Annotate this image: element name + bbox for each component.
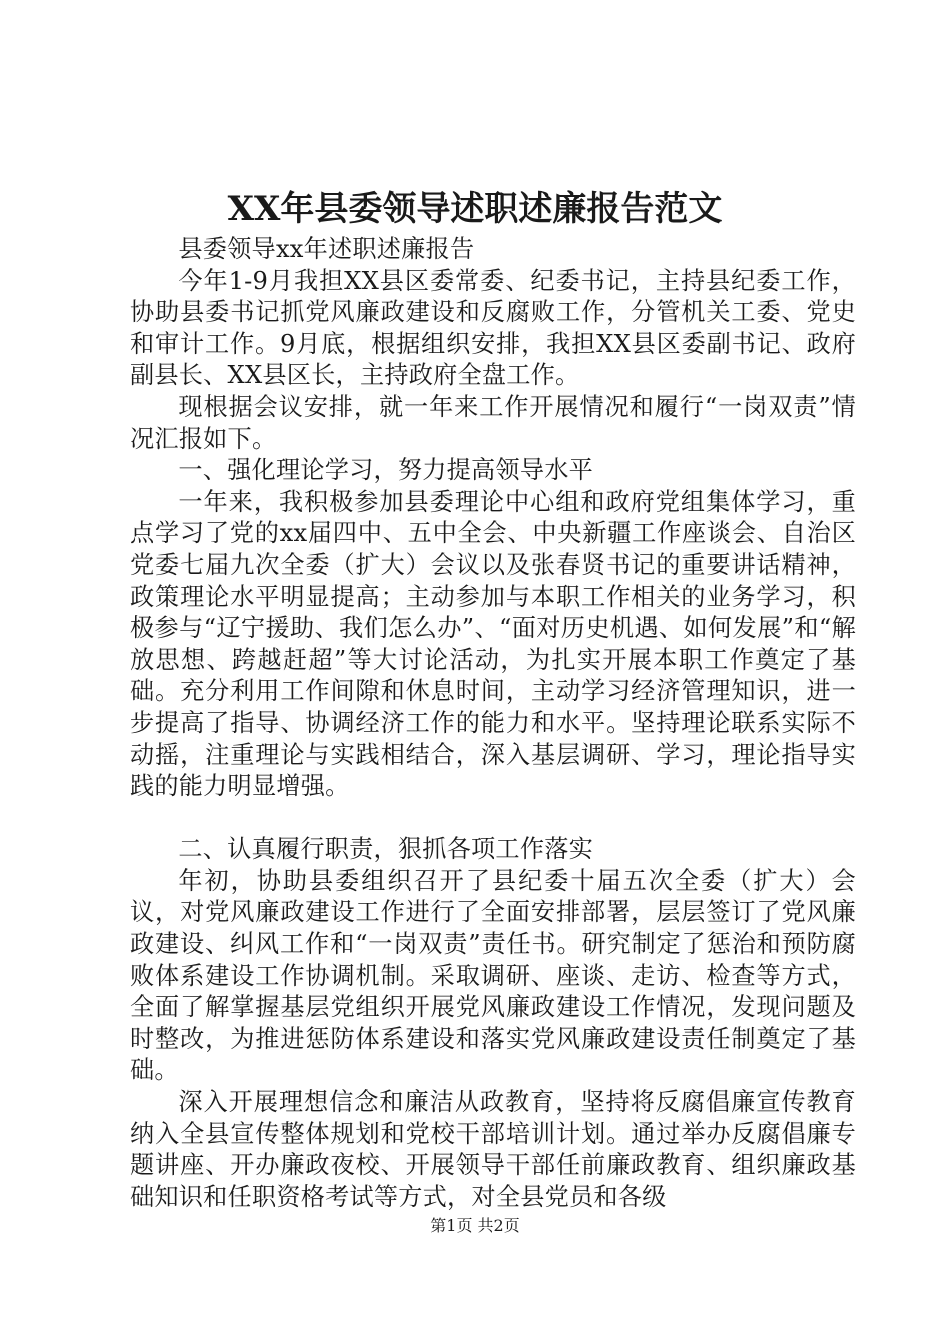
body-paragraph: 一年来，我积极参加县委理论中心组和政府党组集体学习，重点学习了党的xx届四中、五中全会、中央新疆工作座谈会、自治区党委七届九次全委（扩大）会议以及张春贤书记的重要讲话精神，政策理论水平明显提高；主动参加与本职工作相关的业务学习，积极参与“辽宁援助、我们怎么办”、“面对历史机遇、如何发展”和“解放思想、跨越赶超”等大讨论活动，为扎实开展本职工作奠定了基础。充分利用工作间隙和休息时间，主动学习经济管理知识，进一步提高了指导、协调经济工作的能力和水平。坚持理论联系实际不动摇，注重理论与实践相结合，深入基层调研、学习，理论指导实践的能力明显增强。	[130, 487, 856, 801]
body-paragraph: 年初，协助县委组织召开了县纪委十届五次全委（扩大）会议，对党风廉政建设工作进行了全面安排部署，层层签订了党风廉政建设、纠风工作和“一岗双责”责任书。研究制定了惩治和预防腐败体系建设工作协调机制。采取调研、座谈、走访、检查等方式，全面了解掌握基层党组织开展党风廉政建设工作情况，发现问题及时整改，为推进惩防体系建设和落实党风廉政建设责任制奠定了基础。	[130, 866, 856, 1085]
body-paragraph: 现根据会议安排，就一年来工作开展情况和履行“一岗双责”情况汇报如下。	[130, 392, 856, 453]
body-paragraph: 今年1-9月我担XX县区委常委、纪委书记，主持县纪委工作，协助县委书记抓党风廉政建设和反腐败工作，分管机关工委、党史和审计工作。9月底，根据组织安排，我担XX县区委副书记、政府副县长、XX县区长，主持政府全盘工作。	[130, 266, 856, 390]
page-number: 第1页 共2页	[430, 1216, 520, 1235]
document-body	[130, 234, 856, 1213]
report-subtitle-paragraph: 县委领导xx年述职述廉报告	[178, 235, 475, 263]
body-paragraph: 深入开展理想信念和廉洁从政教育，坚持将反腐倡廉宣传教育纳入全县宣传整体规划和党校干部培训计划。通过举办反腐倡廉专题讲座、开办廉政夜校、开展领导干部任前廉政教育、组织廉政基础知识和任职资格考试等方式，对全县党员和各级	[130, 1088, 856, 1211]
section-heading: 二、认真履行职责，狠抓各项工作落实	[178, 835, 593, 864]
section-heading: 一、强化理论学习，努力提高领导水平	[178, 456, 593, 485]
document-title: XX年县委领导述职述廉报告范文	[227, 189, 723, 229]
